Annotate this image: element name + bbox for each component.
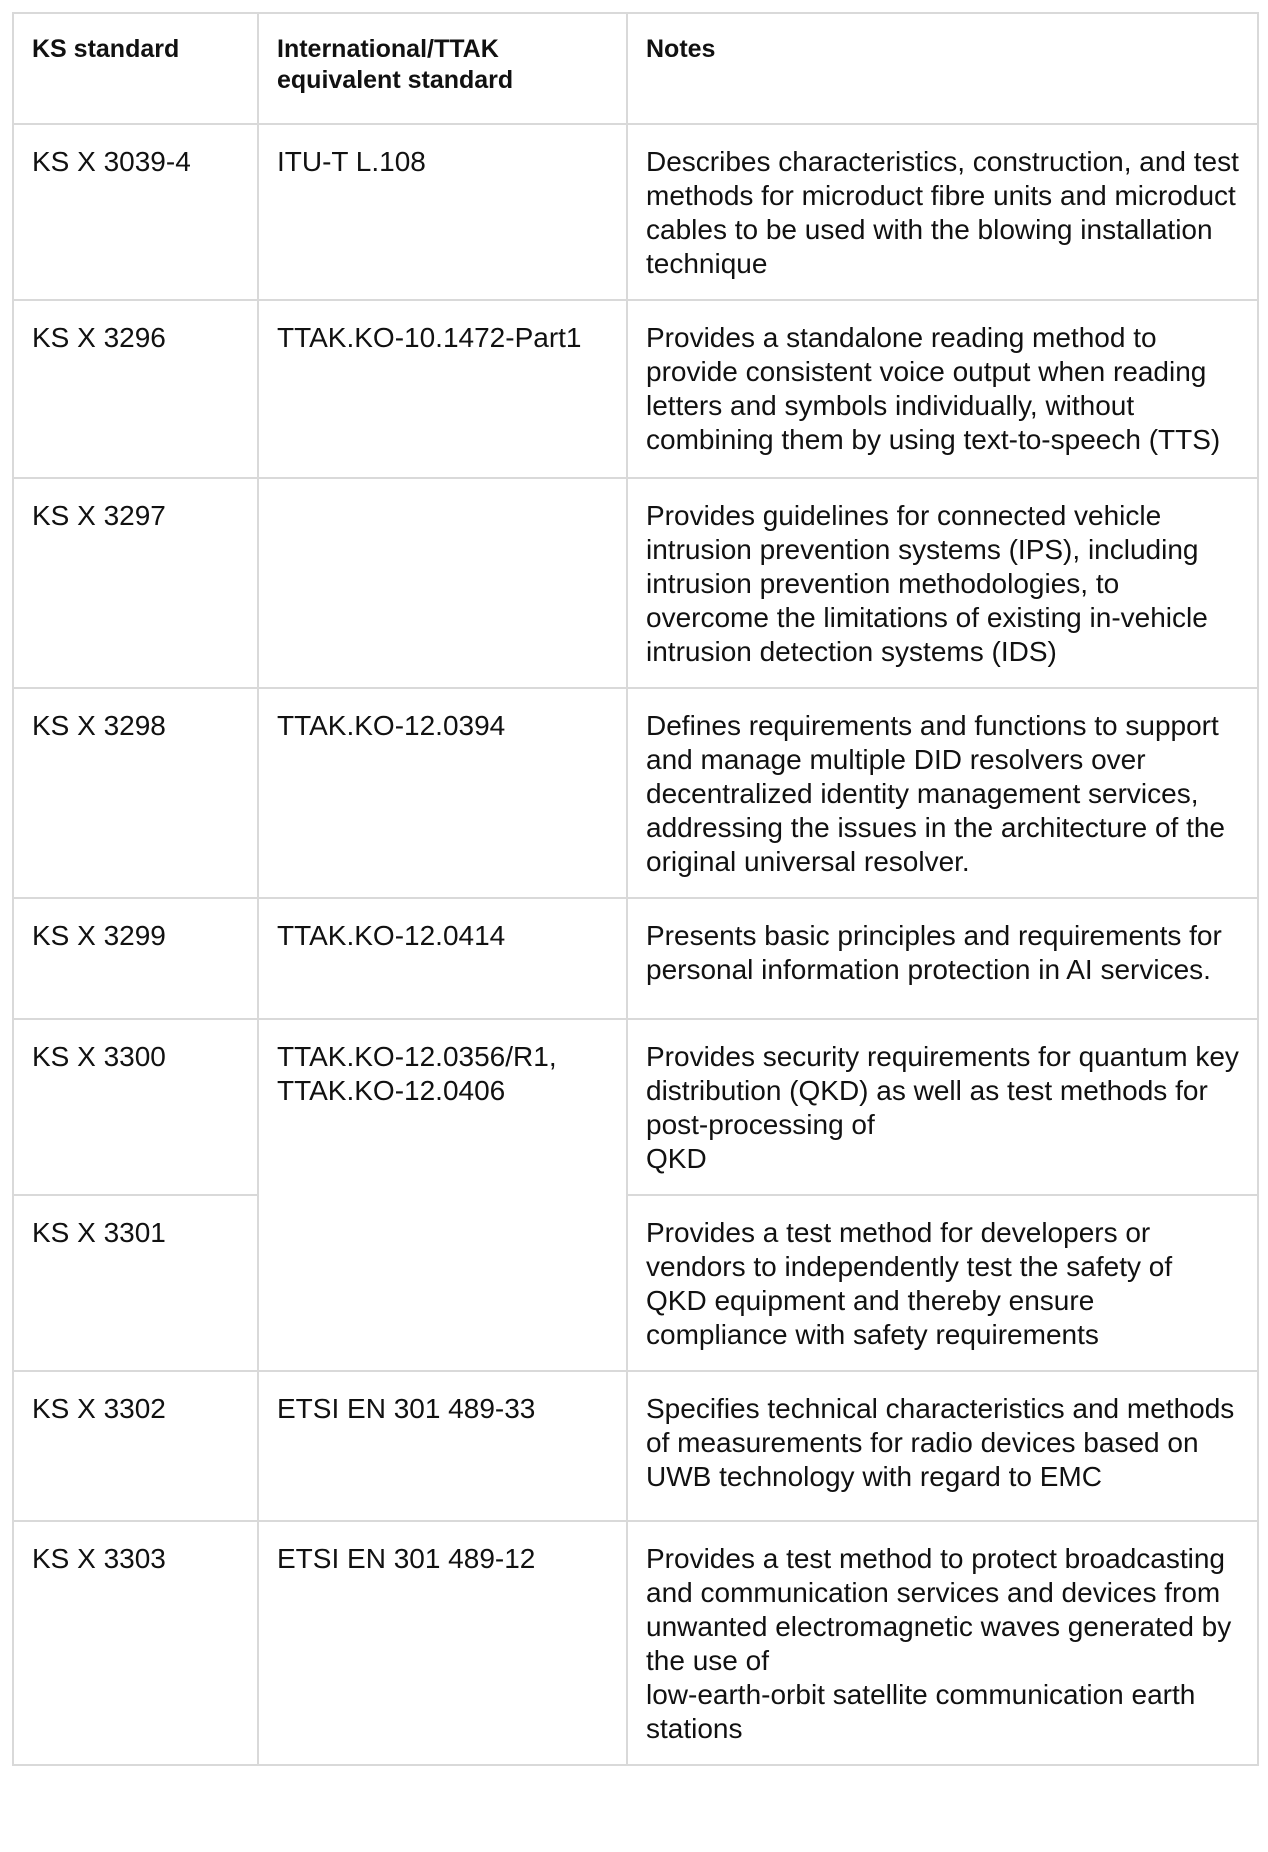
table-header-row (13, 13, 1258, 124)
ks-cell: KS X 3297 (13, 478, 258, 688)
table-row (13, 1371, 1258, 1521)
notes-cell (627, 1019, 1258, 1195)
table-row (13, 124, 1258, 300)
header-notes: Notes (627, 13, 1258, 124)
notes-cell-line: low-earth-orbit satellite communication earth stations (646, 1679, 1196, 1744)
notes-cell: Provides guidelines for connected vehicle intrusion prevention systems (IPS), including intrusion prevention methodologies, to overcome the limitations of existing in-vehicle intrusion detection systems (IDS) (627, 478, 1258, 688)
intl-cell: ETSI EN 301 489-33 (258, 1371, 627, 1521)
notes-cell (627, 1521, 1258, 1765)
ks-cell: KS X 3298 (13, 688, 258, 898)
table-row (13, 300, 1258, 478)
intl-cell: TTAK.KO-12.0414 (258, 898, 627, 1019)
standards-table (12, 12, 1259, 1766)
intl-cell: ITU-T L.108 (258, 124, 627, 300)
notes-cell-line: QKD (646, 1143, 707, 1174)
notes-cell-line: Provides security requirements for quantum key distribution (QKD) as well as test methods for post-processing of (646, 1041, 1239, 1140)
intl-cell: TTAK.KO-12.0394 (258, 688, 627, 898)
intl-cell-line: TTAK.KO-12.0406 (277, 1075, 506, 1106)
intl-cell-line: TTAK.KO-12.0356/R1, (277, 1041, 557, 1072)
intl-cell: TTAK.KO-10.1472-Part1 (258, 300, 627, 478)
notes-cell: Specifies technical characteristics and methods of measurements for radio devices based on UWB technology with regard to EMC (627, 1371, 1258, 1521)
header-ks-standard: KS standard (13, 13, 258, 124)
ks-cell: KS X 3296 (13, 300, 258, 478)
intl-cell (258, 478, 627, 688)
ks-cell: KS X 3039-4 (13, 124, 258, 300)
intl-cell: ETSI EN 301 489-12 (258, 1521, 627, 1765)
table-row (13, 478, 1258, 688)
table-row (13, 1195, 1258, 1371)
table-row (13, 1521, 1258, 1765)
notes-cell: Describes characteristics, construction, and test methods for microduct fibre units and microduct cables to be used with the blowing installation technique (627, 124, 1258, 300)
table-row (13, 688, 1258, 898)
notes-cell-line: Provides a test method to protect broadcasting and communication services and devices from unwanted electromagnetic waves generated by the use of (646, 1543, 1232, 1676)
ks-cell: KS X 3301 (13, 1195, 258, 1371)
ks-cell: KS X 3302 (13, 1371, 258, 1521)
ks-cell: KS X 3299 (13, 898, 258, 1019)
table-row (13, 1019, 1258, 1195)
notes-cell: Provides a test method for developers or vendors to independently test the safety of QKD equipment and thereby ensure compliance with safety requirements (627, 1195, 1258, 1371)
table-row (13, 898, 1258, 1019)
ks-cell: KS X 3303 (13, 1521, 258, 1765)
ks-cell: KS X 3300 (13, 1019, 258, 1195)
notes-cell: Defines requirements and functions to support and manage multiple DID resolvers over decentralized identity management services, addressing the issues in the architecture of the original universal resolver. (627, 688, 1258, 898)
notes-cell: Presents basic principles and requirements for personal information protection in AI services. (627, 898, 1258, 1019)
intl-cell (258, 1019, 627, 1371)
notes-cell: Provides a standalone reading method to provide consistent voice output when reading letters and symbols individually, without combining them by using text-to-speech (TTS) (627, 300, 1258, 478)
header-international-equivalent: International/TTAK equivalent standard (258, 13, 627, 124)
